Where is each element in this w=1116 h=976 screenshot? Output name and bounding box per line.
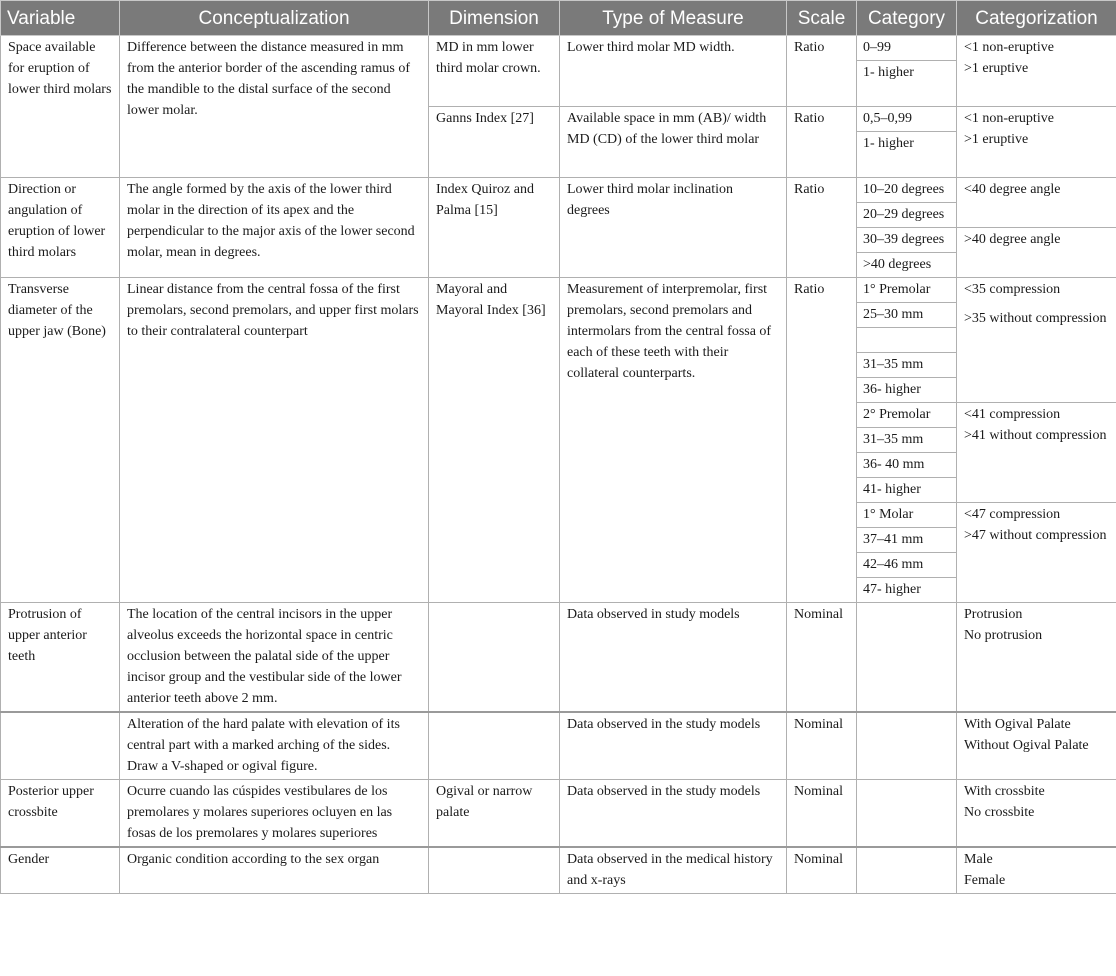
categorization-cell: With crossbite No crossbite [957, 780, 1116, 848]
category-cell: 41- higher [857, 478, 957, 503]
category-cell: 30–39 degrees [857, 228, 957, 253]
dimension-cell [429, 603, 560, 713]
category-cell: 1- higher [857, 61, 957, 107]
measure-cell: Data observed in the study models [560, 712, 787, 780]
category-cell: >40 degrees [857, 253, 957, 278]
category-cell: 36- higher [857, 378, 957, 403]
header-scale: Scale [787, 1, 857, 36]
variable-cell: Direction or angulation of eruption of lower third molars [1, 178, 120, 278]
header-category: Category [857, 1, 957, 36]
header-dimension: Dimension [429, 1, 560, 36]
scale-cell: Nominal [787, 603, 857, 713]
category-cell: 10–20 degrees [857, 178, 957, 203]
scale-cell: Ratio [787, 107, 857, 178]
variable-cell: Transverse diameter of the upper jaw (Bone) [1, 278, 120, 603]
category-cell: 31–35 mm [857, 428, 957, 453]
dimension-cell: Ganns Index [27] [429, 107, 560, 178]
scale-cell: Ratio [787, 278, 857, 603]
category-cell [857, 603, 957, 713]
category-cell [857, 847, 957, 894]
categorization-cell: >40 degree angle [957, 228, 1116, 278]
category-cell: 42–46 mm [857, 553, 957, 578]
dimension-cell: MD in mm lower third molar crown. [429, 36, 560, 107]
category-cell: 20–29 degrees [857, 203, 957, 228]
category-cell [857, 780, 957, 848]
category-cell: 0,5–0,99 [857, 107, 957, 132]
categorization-cell: <40 degree angle [957, 178, 1116, 228]
categorization-cell: <35 compression [957, 278, 1116, 303]
conceptualization-cell: Difference between the distance measured in mm from the anterior border of the ascending ramus of the mandible to the distal surface of the second lower molar. [120, 36, 429, 178]
dimension-cell: Ogival or narrow palate [429, 780, 560, 848]
conceptualization-cell: Organic condition according to the sex organ [120, 847, 429, 894]
category-cell: 1° Premolar [857, 278, 957, 303]
scale-cell: Ratio [787, 36, 857, 107]
dimension-cell: Mayoral and Mayoral Index [36] [429, 278, 560, 603]
category-cell: 37–41 mm [857, 528, 957, 553]
conceptualization-cell: Linear distance from the central fossa of the first premolars, second premolars, and upper first molars to their contralateral counterpart [120, 278, 429, 603]
variable-cell: Gender [1, 847, 120, 894]
table-row [1, 603, 1116, 713]
category-cell: 25–30 mm [857, 303, 957, 328]
table-row [1, 712, 1116, 780]
header-variable: Variable [1, 1, 120, 36]
conceptualization-cell: Ocurre cuando las cúspides vestibulares de los premolares y molares superiores ocluyen en las fosas de los premolares y molares superiores [120, 780, 429, 848]
categorization-cell: With Ogival Palate Without Ogival Palate [957, 712, 1116, 780]
categorization-cell: <1 non-eruptive >1 eruptive [957, 107, 1116, 178]
category-cell: 0–99 [857, 36, 957, 61]
header-row [1, 1, 1116, 36]
header-type-of-measure: Type of Measure [560, 1, 787, 36]
categorization-cell: <47 compression >47 without compression [957, 503, 1116, 603]
measure-cell: Lower third molar MD width. [560, 36, 787, 107]
categorization-cell: Protrusion No protrusion [957, 603, 1116, 713]
dimension-cell: Index Quiroz and Palma [15] [429, 178, 560, 278]
categorization-cell: >35 without compression [957, 303, 1116, 403]
category-cell [857, 328, 957, 353]
variable-cell [1, 712, 120, 780]
category-cell: 2° Premolar [857, 403, 957, 428]
measure-cell: Available space in mm (AB)/ width MD (CD) of the lower third molar [560, 107, 787, 178]
scale-cell: Nominal [787, 712, 857, 780]
measure-cell: Data observed in the medical history and x-rays [560, 847, 787, 894]
variable-cell: Posterior upper crossbite [1, 780, 120, 848]
table-row [1, 178, 1116, 203]
table-row [1, 36, 1116, 61]
category-cell: 31–35 mm [857, 353, 957, 378]
measure-cell: Data observed in the study models [560, 780, 787, 848]
conceptualization-cell: The angle formed by the axis of the lower third molar in the direction of its apex and the perpendicular to the major axis of the lower second molar, mean in degrees. [120, 178, 429, 278]
table-row [1, 278, 1116, 303]
categorization-cell: <41 compression >41 without compression [957, 403, 1116, 503]
variable-cell: Protrusion of upper anterior teeth [1, 603, 120, 713]
categorization-cell: <1 non-eruptive >1 eruptive [957, 36, 1116, 107]
dimension-cell [429, 712, 560, 780]
category-cell [857, 712, 957, 780]
conceptualization-cell: Alteration of the hard palate with elevation of its central part with a marked arching of the sides. Draw a V-shaped or ogival figure. [120, 712, 429, 780]
dimension-cell [429, 847, 560, 894]
measure-cell: Lower third molar inclination degrees [560, 178, 787, 278]
variable-cell: Space available for eruption of lower third molars [1, 36, 120, 178]
table-row [1, 780, 1116, 848]
measure-cell: Measurement of interpremolar, first premolars, second premolars and intermolars from the central fossa of each of these teeth with their collateral counterparts. [560, 278, 787, 603]
scale-cell: Nominal [787, 847, 857, 894]
categorization-cell: Male Female [957, 847, 1116, 894]
category-cell: 36- 40 mm [857, 453, 957, 478]
scale-cell: Nominal [787, 780, 857, 848]
category-cell: 1- higher [857, 132, 957, 178]
conceptualization-cell: The location of the central incisors in the upper alveolus exceeds the horizontal space in centric occlusion between the palatal side of the upper incisor group and the vestibular side of the lower anterior teeth above 2 mm. [120, 603, 429, 713]
table-row [1, 847, 1116, 894]
category-cell: 47- higher [857, 578, 957, 603]
category-cell: 1° Molar [857, 503, 957, 528]
measure-cell: Data observed in study models [560, 603, 787, 713]
header-categorization: Categorization [957, 1, 1116, 36]
header-conceptualization: Conceptualization [120, 1, 429, 36]
scale-cell: Ratio [787, 178, 857, 278]
